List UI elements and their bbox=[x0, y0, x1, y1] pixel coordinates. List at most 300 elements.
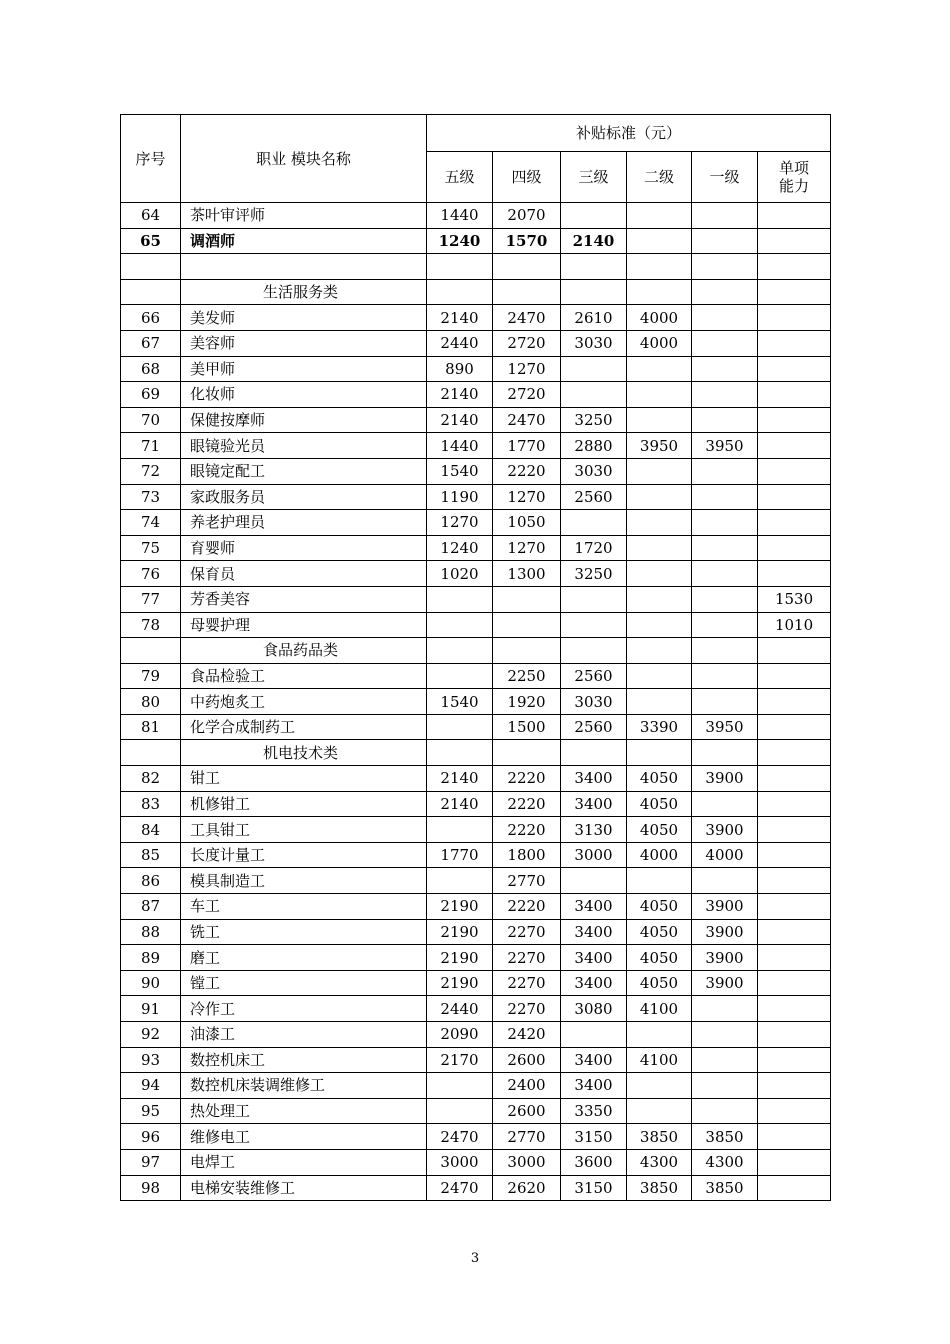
subsidy-value: 3850 bbox=[627, 1175, 692, 1201]
subsidy-value bbox=[758, 714, 831, 740]
occupation-name: 油漆工 bbox=[181, 1022, 427, 1048]
row-number: 69 bbox=[121, 382, 181, 408]
empty-cell bbox=[627, 638, 692, 664]
empty-cell bbox=[493, 254, 561, 280]
subsidy-value bbox=[427, 612, 493, 638]
subsidy-value: 3950 bbox=[627, 433, 692, 459]
subsidy-value bbox=[627, 612, 692, 638]
subsidy-value bbox=[561, 586, 627, 612]
occupation-name: 眼镜定配工 bbox=[181, 458, 427, 484]
subsidy-value bbox=[758, 382, 831, 408]
empty-cell bbox=[493, 638, 561, 664]
row-number: 98 bbox=[121, 1175, 181, 1201]
subsidy-value: 4050 bbox=[627, 817, 692, 843]
subsidy-value: 3850 bbox=[627, 1124, 692, 1150]
table-row bbox=[121, 1022, 831, 1048]
subsidy-value: 1240 bbox=[427, 535, 493, 561]
subsidy-value: 3400 bbox=[561, 894, 627, 920]
subsidy-value bbox=[758, 663, 831, 689]
occupation-name: 中药炮炙工 bbox=[181, 689, 427, 715]
subsidy-value bbox=[561, 382, 627, 408]
subsidy-value: 2220 bbox=[493, 791, 561, 817]
table-row bbox=[121, 586, 831, 612]
category-label: 生活服务类 bbox=[181, 279, 427, 305]
header-level-5: 五级 bbox=[427, 152, 493, 203]
subsidy-value bbox=[692, 868, 758, 894]
subsidy-value: 2190 bbox=[427, 894, 493, 920]
row-number: 74 bbox=[121, 510, 181, 536]
row-number: 70 bbox=[121, 407, 181, 433]
subsidy-value bbox=[758, 458, 831, 484]
subsidy-value: 2220 bbox=[493, 458, 561, 484]
occupation-name: 食品检验工 bbox=[181, 663, 427, 689]
subsidy-value bbox=[758, 356, 831, 382]
subsidy-value bbox=[627, 535, 692, 561]
category-row bbox=[121, 740, 831, 766]
subsidy-value: 3850 bbox=[692, 1124, 758, 1150]
table-row bbox=[121, 766, 831, 792]
table-header bbox=[121, 115, 831, 203]
subsidy-value bbox=[627, 1073, 692, 1099]
subsidy-value bbox=[427, 1073, 493, 1099]
empty-cell bbox=[121, 638, 181, 664]
subsidy-value: 1190 bbox=[427, 484, 493, 510]
table-row bbox=[121, 842, 831, 868]
subsidy-value: 2140 bbox=[561, 228, 627, 254]
subsidy-value bbox=[627, 382, 692, 408]
subsidy-value: 4000 bbox=[692, 842, 758, 868]
table-row bbox=[121, 407, 831, 433]
row-number: 80 bbox=[121, 689, 181, 715]
subsidy-value bbox=[692, 228, 758, 254]
empty-cell bbox=[627, 254, 692, 280]
subsidy-value: 2220 bbox=[493, 817, 561, 843]
occupation-name: 保健按摩师 bbox=[181, 407, 427, 433]
row-number: 71 bbox=[121, 433, 181, 459]
subsidy-value bbox=[692, 791, 758, 817]
empty-cell bbox=[493, 740, 561, 766]
subsidy-value: 2470 bbox=[427, 1175, 493, 1201]
occupation-name: 维修电工 bbox=[181, 1124, 427, 1150]
subsidy-value: 1540 bbox=[427, 458, 493, 484]
row-number: 89 bbox=[121, 945, 181, 971]
subsidy-value: 3400 bbox=[561, 919, 627, 945]
occupation-name: 养老护理员 bbox=[181, 510, 427, 536]
subsidy-value bbox=[758, 945, 831, 971]
subsidy-value bbox=[692, 356, 758, 382]
subsidy-value: 3600 bbox=[561, 1149, 627, 1175]
subsidy-value: 2190 bbox=[427, 945, 493, 971]
empty-cell bbox=[121, 279, 181, 305]
table-row bbox=[121, 970, 831, 996]
subsidy-value bbox=[758, 1073, 831, 1099]
row-number: 79 bbox=[121, 663, 181, 689]
table-row bbox=[121, 535, 831, 561]
subsidy-value: 3900 bbox=[692, 945, 758, 971]
subsidy-value bbox=[692, 203, 758, 229]
subsidy-value: 2140 bbox=[427, 382, 493, 408]
row-number: 95 bbox=[121, 1098, 181, 1124]
occupation-name: 长度计量工 bbox=[181, 842, 427, 868]
empty-cell bbox=[493, 279, 561, 305]
subsidy-value: 1440 bbox=[427, 433, 493, 459]
header-level-4: 四级 bbox=[493, 152, 561, 203]
subsidy-value: 3950 bbox=[692, 714, 758, 740]
subsidy-value bbox=[427, 1098, 493, 1124]
subsidy-value bbox=[627, 484, 692, 510]
subsidy-value: 3400 bbox=[561, 1073, 627, 1099]
subsidy-value: 3900 bbox=[692, 766, 758, 792]
subsidy-value: 1920 bbox=[493, 689, 561, 715]
table-row bbox=[121, 996, 831, 1022]
subsidy-value: 3850 bbox=[692, 1175, 758, 1201]
subsidy-value: 3400 bbox=[561, 945, 627, 971]
empty-cell bbox=[692, 740, 758, 766]
empty-cell bbox=[758, 638, 831, 664]
occupation-name: 磨工 bbox=[181, 945, 427, 971]
subsidy-value: 2140 bbox=[427, 407, 493, 433]
occupation-name: 美甲师 bbox=[181, 356, 427, 382]
subsidy-value: 2770 bbox=[493, 868, 561, 894]
empty-cell bbox=[561, 254, 627, 280]
row-number: 96 bbox=[121, 1124, 181, 1150]
subsidy-value: 3900 bbox=[692, 817, 758, 843]
subsidy-value: 2770 bbox=[493, 1124, 561, 1150]
subsidy-value: 3390 bbox=[627, 714, 692, 740]
subsidy-value: 3400 bbox=[561, 766, 627, 792]
subsidy-value bbox=[758, 894, 831, 920]
subsidy-value: 2190 bbox=[427, 970, 493, 996]
subsidy-value: 3950 bbox=[692, 433, 758, 459]
subsidy-value: 2720 bbox=[493, 330, 561, 356]
header-no: 序号 bbox=[121, 115, 181, 203]
subsidy-value bbox=[561, 510, 627, 536]
subsidy-value bbox=[561, 868, 627, 894]
occupation-name: 铣工 bbox=[181, 919, 427, 945]
table-row bbox=[121, 868, 831, 894]
subsidy-value: 1440 bbox=[427, 203, 493, 229]
subsidy-value: 4050 bbox=[627, 894, 692, 920]
empty-cell bbox=[692, 638, 758, 664]
subsidy-value: 1270 bbox=[427, 510, 493, 536]
subsidy-value: 3000 bbox=[427, 1149, 493, 1175]
subsidy-value bbox=[493, 612, 561, 638]
row-number: 68 bbox=[121, 356, 181, 382]
subsidy-value bbox=[692, 586, 758, 612]
table-row bbox=[121, 484, 831, 510]
subsidy-value: 2270 bbox=[493, 970, 561, 996]
empty-cell bbox=[561, 279, 627, 305]
occupation-name: 眼镜验光员 bbox=[181, 433, 427, 459]
empty-cell bbox=[427, 740, 493, 766]
subsidy-value bbox=[758, 535, 831, 561]
subsidy-value: 1540 bbox=[427, 689, 493, 715]
subsidy-value bbox=[427, 586, 493, 612]
occupation-name: 钳工 bbox=[181, 766, 427, 792]
row-number: 93 bbox=[121, 1047, 181, 1073]
header-level-3: 三级 bbox=[561, 152, 627, 203]
subsidy-value: 3400 bbox=[561, 1047, 627, 1073]
subsidy-value: 2470 bbox=[427, 1124, 493, 1150]
subsidy-value: 3400 bbox=[561, 970, 627, 996]
subsidy-value bbox=[692, 458, 758, 484]
subsidy-value: 3000 bbox=[561, 842, 627, 868]
subsidy-value bbox=[758, 330, 831, 356]
category-row bbox=[121, 638, 831, 664]
subsidy-value: 2420 bbox=[493, 1022, 561, 1048]
category-label: 机电技术类 bbox=[181, 740, 427, 766]
subsidy-value: 3250 bbox=[561, 407, 627, 433]
category-row bbox=[121, 279, 831, 305]
subsidy-value bbox=[692, 663, 758, 689]
subsidy-value bbox=[692, 561, 758, 587]
subsidy-value: 1010 bbox=[758, 612, 831, 638]
subsidy-value: 3900 bbox=[692, 894, 758, 920]
table-row bbox=[121, 1175, 831, 1201]
subsidy-value bbox=[758, 1047, 831, 1073]
header-level-1: 一级 bbox=[692, 152, 758, 203]
empty-cell bbox=[561, 740, 627, 766]
subsidy-value bbox=[758, 510, 831, 536]
table-row bbox=[121, 612, 831, 638]
subsidy-value bbox=[692, 1047, 758, 1073]
empty-cell bbox=[427, 279, 493, 305]
subsidy-value: 2610 bbox=[561, 305, 627, 331]
occupation-name: 茶叶审评师 bbox=[181, 203, 427, 229]
subsidy-value: 4050 bbox=[627, 945, 692, 971]
subsidy-value bbox=[758, 1124, 831, 1150]
table-row bbox=[121, 894, 831, 920]
subsidy-value: 4000 bbox=[627, 305, 692, 331]
row-number: 84 bbox=[121, 817, 181, 843]
subsidy-value bbox=[758, 970, 831, 996]
subsidy-value: 2560 bbox=[561, 714, 627, 740]
subsidy-value: 3030 bbox=[561, 458, 627, 484]
subsidy-value bbox=[692, 535, 758, 561]
empty-cell bbox=[181, 254, 427, 280]
empty-cell bbox=[121, 254, 181, 280]
occupation-name: 美发师 bbox=[181, 305, 427, 331]
subsidy-value: 4050 bbox=[627, 970, 692, 996]
table-row bbox=[121, 330, 831, 356]
subsidy-value bbox=[627, 1022, 692, 1048]
blank-row bbox=[121, 254, 831, 280]
subsidy-value: 1770 bbox=[493, 433, 561, 459]
row-number: 73 bbox=[121, 484, 181, 510]
subsidy-value bbox=[692, 996, 758, 1022]
subsidy-value: 2220 bbox=[493, 766, 561, 792]
subsidy-value bbox=[758, 868, 831, 894]
subsidy-value bbox=[692, 484, 758, 510]
subsidy-value: 3000 bbox=[493, 1149, 561, 1175]
subsidy-value bbox=[493, 586, 561, 612]
subsidy-value: 1240 bbox=[427, 228, 493, 254]
occupation-name: 保育员 bbox=[181, 561, 427, 587]
subsidy-value bbox=[692, 1073, 758, 1099]
subsidy-value: 1570 bbox=[493, 228, 561, 254]
row-number: 92 bbox=[121, 1022, 181, 1048]
subsidy-value bbox=[758, 996, 831, 1022]
page-number: 3 bbox=[470, 1251, 480, 1266]
row-number: 78 bbox=[121, 612, 181, 638]
row-number: 94 bbox=[121, 1073, 181, 1099]
subsidy-value: 2600 bbox=[493, 1098, 561, 1124]
subsidy-value: 1270 bbox=[493, 484, 561, 510]
table-row bbox=[121, 561, 831, 587]
table-row bbox=[121, 1124, 831, 1150]
empty-cell bbox=[427, 638, 493, 664]
occupation-name: 化妆师 bbox=[181, 382, 427, 408]
subsidy-value: 2720 bbox=[493, 382, 561, 408]
occupation-name: 模具制造工 bbox=[181, 868, 427, 894]
subsidy-value: 3150 bbox=[561, 1124, 627, 1150]
subsidy-value: 2470 bbox=[493, 407, 561, 433]
subsidy-value bbox=[561, 356, 627, 382]
subsidy-value: 4000 bbox=[627, 842, 692, 868]
subsidy-value bbox=[692, 1098, 758, 1124]
subsidy-value bbox=[427, 868, 493, 894]
subsidy-value: 1270 bbox=[493, 356, 561, 382]
subsidy-value: 3080 bbox=[561, 996, 627, 1022]
subsidy-value bbox=[561, 203, 627, 229]
empty-cell bbox=[627, 279, 692, 305]
subsidy-value bbox=[758, 791, 831, 817]
subsidy-value bbox=[627, 663, 692, 689]
subsidy-value: 3900 bbox=[692, 919, 758, 945]
subsidy-value bbox=[692, 407, 758, 433]
occupation-name: 车工 bbox=[181, 894, 427, 920]
table-row bbox=[121, 382, 831, 408]
occupation-name: 母婴护理 bbox=[181, 612, 427, 638]
subsidy-value: 4050 bbox=[627, 766, 692, 792]
subsidy-value: 3130 bbox=[561, 817, 627, 843]
subsidy-value bbox=[758, 766, 831, 792]
subsidy-value bbox=[627, 356, 692, 382]
subsidy-value: 2250 bbox=[493, 663, 561, 689]
subsidy-value: 2440 bbox=[427, 330, 493, 356]
subsidy-value: 2190 bbox=[427, 919, 493, 945]
subsidy-value: 2140 bbox=[427, 305, 493, 331]
subsidy-value: 4100 bbox=[627, 996, 692, 1022]
table-row bbox=[121, 689, 831, 715]
header-level-2: 二级 bbox=[627, 152, 692, 203]
subsidy-value: 2560 bbox=[561, 663, 627, 689]
subsidy-value: 4050 bbox=[627, 791, 692, 817]
subsidy-value bbox=[692, 1022, 758, 1048]
subsidy-value: 1530 bbox=[758, 586, 831, 612]
table-row bbox=[121, 945, 831, 971]
empty-cell bbox=[561, 638, 627, 664]
subsidy-value bbox=[627, 1098, 692, 1124]
subsidy-value bbox=[692, 510, 758, 536]
subsidy-value bbox=[758, 1098, 831, 1124]
empty-cell bbox=[121, 740, 181, 766]
subsidy-value: 3350 bbox=[561, 1098, 627, 1124]
subsidy-value: 2470 bbox=[493, 305, 561, 331]
table-row bbox=[121, 510, 831, 536]
subsidy-value bbox=[561, 612, 627, 638]
row-number: 86 bbox=[121, 868, 181, 894]
subsidy-value: 2070 bbox=[493, 203, 561, 229]
subsidy-value: 2440 bbox=[427, 996, 493, 1022]
subsidy-value bbox=[758, 689, 831, 715]
subsidy-value: 3150 bbox=[561, 1175, 627, 1201]
subsidy-value bbox=[692, 689, 758, 715]
subsidy-value: 1720 bbox=[561, 535, 627, 561]
occupation-name: 镗工 bbox=[181, 970, 427, 996]
subsidy-value: 1270 bbox=[493, 535, 561, 561]
subsidy-value bbox=[758, 305, 831, 331]
table-row bbox=[121, 663, 831, 689]
subsidy-value: 3900 bbox=[692, 970, 758, 996]
row-number: 87 bbox=[121, 894, 181, 920]
subsidy-value bbox=[627, 407, 692, 433]
subsidy-value bbox=[758, 919, 831, 945]
header-single-line2: 能力 bbox=[779, 177, 810, 195]
empty-cell bbox=[427, 254, 493, 280]
subsidy-value bbox=[758, 1022, 831, 1048]
empty-cell bbox=[758, 740, 831, 766]
subsidy-value bbox=[427, 817, 493, 843]
subsidy-value bbox=[427, 663, 493, 689]
table-body bbox=[121, 203, 831, 1201]
subsidy-value: 2400 bbox=[493, 1073, 561, 1099]
subsidy-value: 2270 bbox=[493, 945, 561, 971]
subsidy-value: 1770 bbox=[427, 842, 493, 868]
header-group: 补贴标准（元） bbox=[427, 115, 831, 152]
subsidy-value bbox=[758, 407, 831, 433]
subsidy-value bbox=[758, 228, 831, 254]
occupation-name: 工具钳工 bbox=[181, 817, 427, 843]
table-row bbox=[121, 356, 831, 382]
row-number: 81 bbox=[121, 714, 181, 740]
subsidy-value: 1050 bbox=[493, 510, 561, 536]
subsidy-value bbox=[627, 561, 692, 587]
table-row bbox=[121, 1098, 831, 1124]
subsidy-value: 4050 bbox=[627, 919, 692, 945]
subsidy-value: 2140 bbox=[427, 766, 493, 792]
occupation-name: 调酒师 bbox=[181, 228, 427, 254]
subsidy-value: 2620 bbox=[493, 1175, 561, 1201]
row-number: 85 bbox=[121, 842, 181, 868]
subsidy-value: 1800 bbox=[493, 842, 561, 868]
subsidy-value bbox=[758, 561, 831, 587]
occupation-name: 电梯安装维修工 bbox=[181, 1175, 427, 1201]
row-number: 83 bbox=[121, 791, 181, 817]
subsidy-value bbox=[627, 868, 692, 894]
row-number: 76 bbox=[121, 561, 181, 587]
header-name: 职业 模块名称 bbox=[181, 115, 427, 203]
subsidy-value bbox=[692, 305, 758, 331]
table-row bbox=[121, 817, 831, 843]
occupation-name: 数控机床工 bbox=[181, 1047, 427, 1073]
subsidy-value bbox=[692, 330, 758, 356]
subsidy-value: 2270 bbox=[493, 996, 561, 1022]
subsidy-value: 2220 bbox=[493, 894, 561, 920]
subsidy-value bbox=[758, 1149, 831, 1175]
table-row bbox=[121, 228, 831, 254]
subsidy-value bbox=[758, 817, 831, 843]
occupation-name: 家政服务员 bbox=[181, 484, 427, 510]
header-single-ability bbox=[758, 152, 831, 203]
occupation-name: 数控机床装调维修工 bbox=[181, 1073, 427, 1099]
subsidy-value bbox=[627, 510, 692, 536]
row-number: 90 bbox=[121, 970, 181, 996]
subsidy-value: 2140 bbox=[427, 791, 493, 817]
empty-cell bbox=[758, 279, 831, 305]
subsidy-value bbox=[561, 1022, 627, 1048]
subsidy-value bbox=[692, 382, 758, 408]
